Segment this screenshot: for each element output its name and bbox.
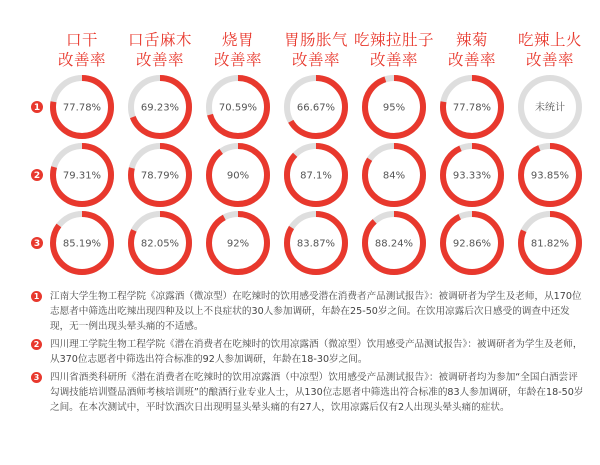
donut-label: 未统计: [535, 102, 565, 114]
note-2: [32, 337, 587, 367]
notes-section: [32, 289, 587, 418]
donut-label: 92.86%: [452, 238, 492, 250]
column-subtitle: 改善率: [291, 51, 340, 69]
donut-label: 82.05%: [140, 238, 180, 250]
column-subtitle: 改善率: [369, 51, 418, 69]
row-marker-label: 3: [33, 239, 41, 250]
donut-label: 66.67%: [296, 102, 336, 114]
column-title: 辣菊: [455, 31, 488, 49]
donut-label: 95%: [382, 102, 406, 114]
column-title: 口舌麻木: [127, 31, 192, 49]
donut-label: 78.79%: [140, 170, 180, 182]
row-marker-label: 2: [33, 171, 41, 182]
column-subtitle: 改善率: [213, 51, 262, 69]
note-marker-3: 3: [31, 372, 42, 383]
column-subtitle: 改善率: [525, 51, 574, 69]
note-3: [32, 370, 587, 415]
row-marker-label: 1: [33, 103, 41, 114]
donut-label: 93.85%: [530, 170, 570, 182]
column-subtitle: 改善率: [57, 51, 106, 69]
donut-label: 93.33%: [452, 170, 492, 182]
donut-label: 85.19%: [62, 238, 102, 250]
note-text-3: 四川省酒类科研所《潜在消费者在吃辣时的饮用凉露酒（中凉型）饮用感受产品测试报告》：被调研者均为参加“全国白酒尝评勾调技能培训暨品酒师考核培训班”的酿酒行业专业人士，从130位志愿者中筛选出符合标准的83人参加调研，年龄在18-50岁之间。在本次测试中，平时饮酒次日出现明显头晕头痛的有27人，饮用凉露后仅有2人出现头晕头痛的症状。: [50, 372, 584, 413]
column-title: 烧胃: [221, 31, 254, 49]
donut-label: 92%: [226, 238, 250, 250]
donut-label: 90%: [226, 170, 250, 182]
column-title: 胃肠胀气: [283, 31, 348, 49]
column-subtitle: 改善率: [447, 51, 496, 69]
donut-label: 87.1%: [300, 170, 332, 182]
donut-label: 70.59%: [218, 102, 258, 114]
note-1: [32, 289, 587, 334]
column-title: 吃辣上火: [517, 31, 582, 49]
donut-label: 88.24%: [374, 238, 414, 250]
donut-label: 77.78%: [62, 102, 102, 114]
donut-label: 77.78%: [452, 102, 492, 114]
column-title: 口干: [65, 31, 98, 49]
note-marker-2: 2: [31, 339, 42, 350]
donut-label: 69.23%: [140, 102, 180, 114]
donut-label: 84%: [382, 170, 406, 182]
donut-label: 83.87%: [296, 238, 336, 250]
column-subtitle: 改善率: [135, 51, 184, 69]
donut-label: 79.31%: [62, 170, 102, 182]
note-marker-1: 1: [31, 291, 42, 302]
note-text-2: 四川理工学院生物工程学院《潜在消费者在吃辣时的饮用凉露酒（微凉型）饮用感受产品测试报告》：被调研者为学生及老师，从370位志愿者中筛选出符合标准的92人参加调研，年龄在18-30岁之间。: [50, 339, 583, 365]
note-text-1: 江南大学生物工程学院《凉露酒（微凉型）在吃辣时的饮用感受潜在消费者产品测试报告》：被调研者为学生及老师，从170位志愿者中筛选出吃辣出现四种及以上不良症状的30人参加调研，年龄在25-50岁之间。在饮用凉露后次日感受的调查中还发现，无一例出现头晕头痛的不适感。: [50, 291, 582, 332]
column-title: 吃辣拉肚子: [354, 31, 435, 49]
donut-label: 81.82%: [530, 238, 570, 250]
